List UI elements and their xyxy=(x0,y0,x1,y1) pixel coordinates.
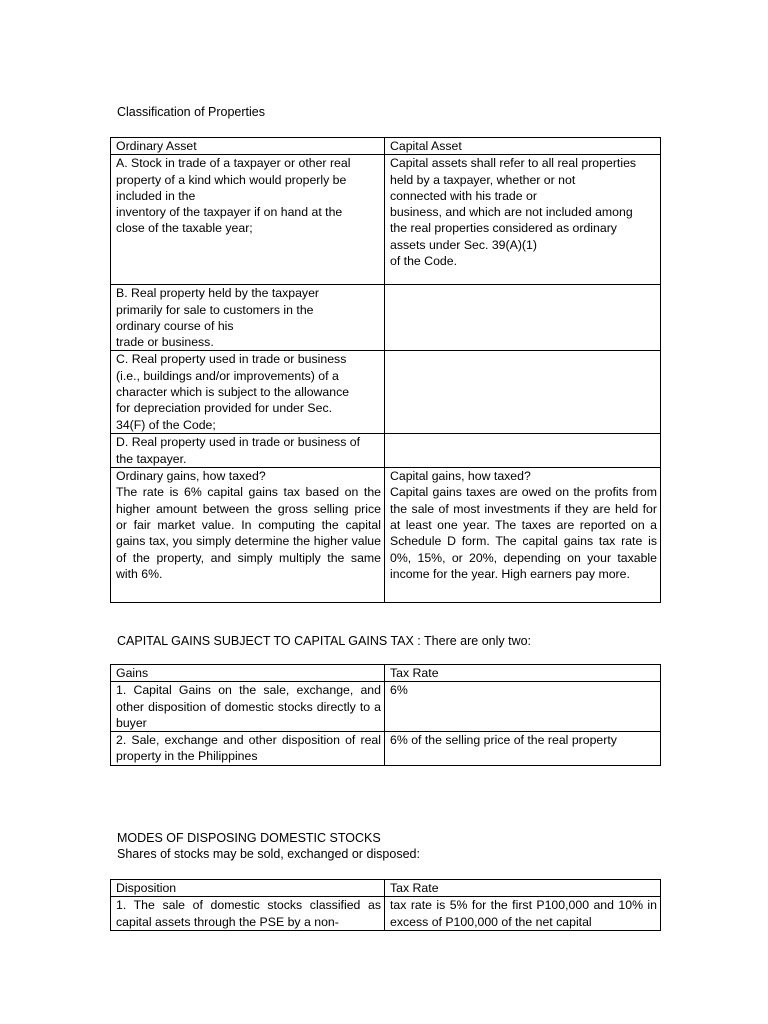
capital-gains-text: Capital gains taxes are owed on the profits from the sale of most investments if they are held for at least one year. The taxes are reported on a Schedule D form. The capital gains tax rate is 0%, 15%, or 20%, depending on your taxable income for the year. High earners pay more. xyxy=(390,485,657,581)
heading-modes-sub: Shares of stocks may be sold, exchanged or disposed: xyxy=(117,847,420,861)
ordinary-gains-cell xyxy=(111,468,385,603)
capital-asset-definition: Capital assets shall refer to all real properties held by a taxpayer, whether or not connected with his trade or business, and which are not included among the real properties considered as ordinary assets under Sec. 39(A)(1) of the Code. xyxy=(385,155,661,285)
capital-gains-table xyxy=(110,664,661,766)
header-gains: Gains xyxy=(111,665,385,682)
disposition-table xyxy=(110,879,661,931)
empty-cell-d xyxy=(385,434,661,468)
empty-cell-c xyxy=(385,351,661,434)
ordinary-asset-b: B. Real property held by the taxpayer primarily for sale to customers in the ordinary course of his trade or business. xyxy=(111,285,385,351)
capital-gains-cell xyxy=(385,468,661,603)
rate-pse-sale: tax rate is 5% for the first P100,000 and 10% in excess of P100,000 of the net capital xyxy=(385,897,661,931)
header-tax-rate: Tax Rate xyxy=(385,665,661,682)
ordinary-asset-a: A. Stock in trade of a taxpayer or other real property of a kind which would properly be included in the inventory of the taxpayer if on hand at the close of the taxable year; xyxy=(111,155,385,285)
empty-cell-b xyxy=(385,285,661,351)
capital-gains-title: Capital gains, how taxed? xyxy=(390,469,531,484)
gain-real-property: 2. Sale, exchange and other disposition of real property in the Philippines xyxy=(111,732,385,766)
ordinary-asset-d: D. Real property used in trade or business of the taxpayer. xyxy=(111,434,385,468)
classification-table xyxy=(110,137,661,603)
heading-capital-gains: CAPITAL GAINS SUBJECT TO CAPITAL GAINS TAX : There are only two: xyxy=(117,634,532,648)
header-tax-rate-2: Tax Rate xyxy=(385,880,661,897)
header-ordinary-asset: Ordinary Asset xyxy=(111,138,385,155)
heading-classification: Classification of Properties xyxy=(117,105,265,119)
ordinary-gains-text: The rate is 6% capital gains tax based on the higher amount between the gross selling price or fair market value. In computing the capital gains tax, you simply determine the higher value of the property, and simply multiply the same with 6%. xyxy=(116,485,381,581)
ordinary-asset-c: C. Real property used in trade or business (i.e., buildings and/or improvements) of a character which is subject to the allowance for depreciation provided for under Sec. 34(F) of the Code; xyxy=(111,351,385,434)
rate-stocks: 6% xyxy=(385,682,661,732)
gain-stocks: 1. Capital Gains on the sale, exchange, and other disposition of domestic stocks directly to a buyer xyxy=(111,682,385,732)
rate-real-property: 6% of the selling price of the real property xyxy=(385,732,661,766)
heading-modes: MODES OF DISPOSING DOMESTIC STOCKS xyxy=(117,831,381,845)
ordinary-gains-title: Ordinary gains, how taxed? xyxy=(116,469,266,484)
disposition-pse-sale: 1. The sale of domestic stocks classified as capital assets through the PSE by a non- xyxy=(111,897,385,931)
header-disposition: Disposition xyxy=(111,880,385,897)
header-capital-asset: Capital Asset xyxy=(385,138,661,155)
